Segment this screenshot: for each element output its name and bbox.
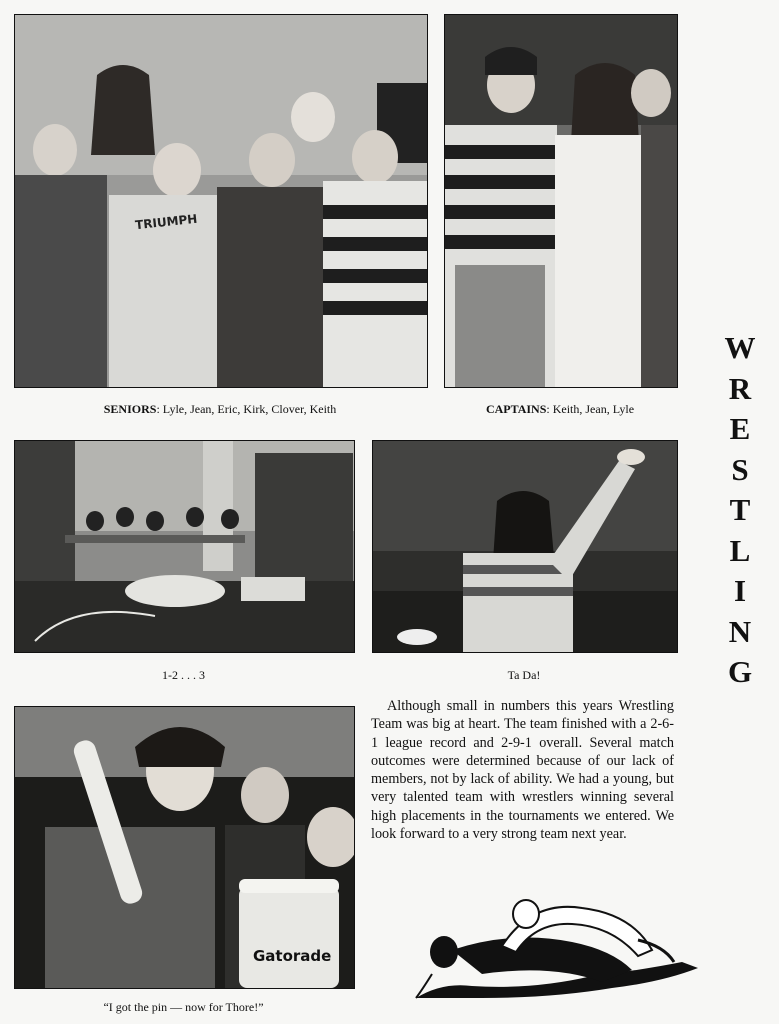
match-caption: 1-2 . . . 3 (162, 668, 205, 682)
cooler-label: Gatorade (253, 947, 332, 965)
match-photo (14, 440, 355, 653)
wrestlers-illustration (412, 890, 700, 1002)
pin-photo (14, 706, 355, 989)
pin-caption: “I got the pin — now for Thore!” (103, 1000, 264, 1014)
captains-caption-label: CAPTAINS (485, 402, 547, 416)
seniors-caption (14, 402, 426, 417)
title-letter: T (729, 492, 751, 527)
title-letter: W (724, 330, 756, 365)
title-letter: I (733, 573, 747, 608)
seniors-caption-names: : Lyle, Jean, Eric, Kirk, Clover, Keith (156, 402, 337, 416)
tada-photo (372, 440, 678, 653)
seniors-photo (14, 14, 428, 388)
title-letter: R (728, 370, 752, 406)
title-letter: L (729, 532, 751, 568)
section-title-wrestling (718, 332, 762, 697)
captains-caption-names: : Keith, Jean, Lyle (546, 402, 635, 416)
title-letter: N (728, 613, 752, 649)
captains-photo (444, 14, 678, 388)
shirt-text: TRIUMPH (134, 211, 198, 233)
title-letter: G (727, 654, 753, 689)
article-paragraph: Although small in numbers this years Wrestling Team was big at heart. The team finished with a 2-6-1 league record and 2-9-1 overall. Several match outcomes were determined because of our lack of members, not by lack of ability. We had a young, but very talented team with wrestlers winning several high placements in the tournaments we entered. We look forward to a very strong team next year. (371, 698, 674, 843)
title-letter: S (731, 451, 749, 487)
article-text (371, 697, 674, 843)
tada-caption: Ta Da! (507, 668, 541, 682)
captains-caption (444, 402, 676, 417)
seniors-caption-label: SENIORS (103, 402, 157, 416)
title-letter: E (729, 411, 751, 446)
